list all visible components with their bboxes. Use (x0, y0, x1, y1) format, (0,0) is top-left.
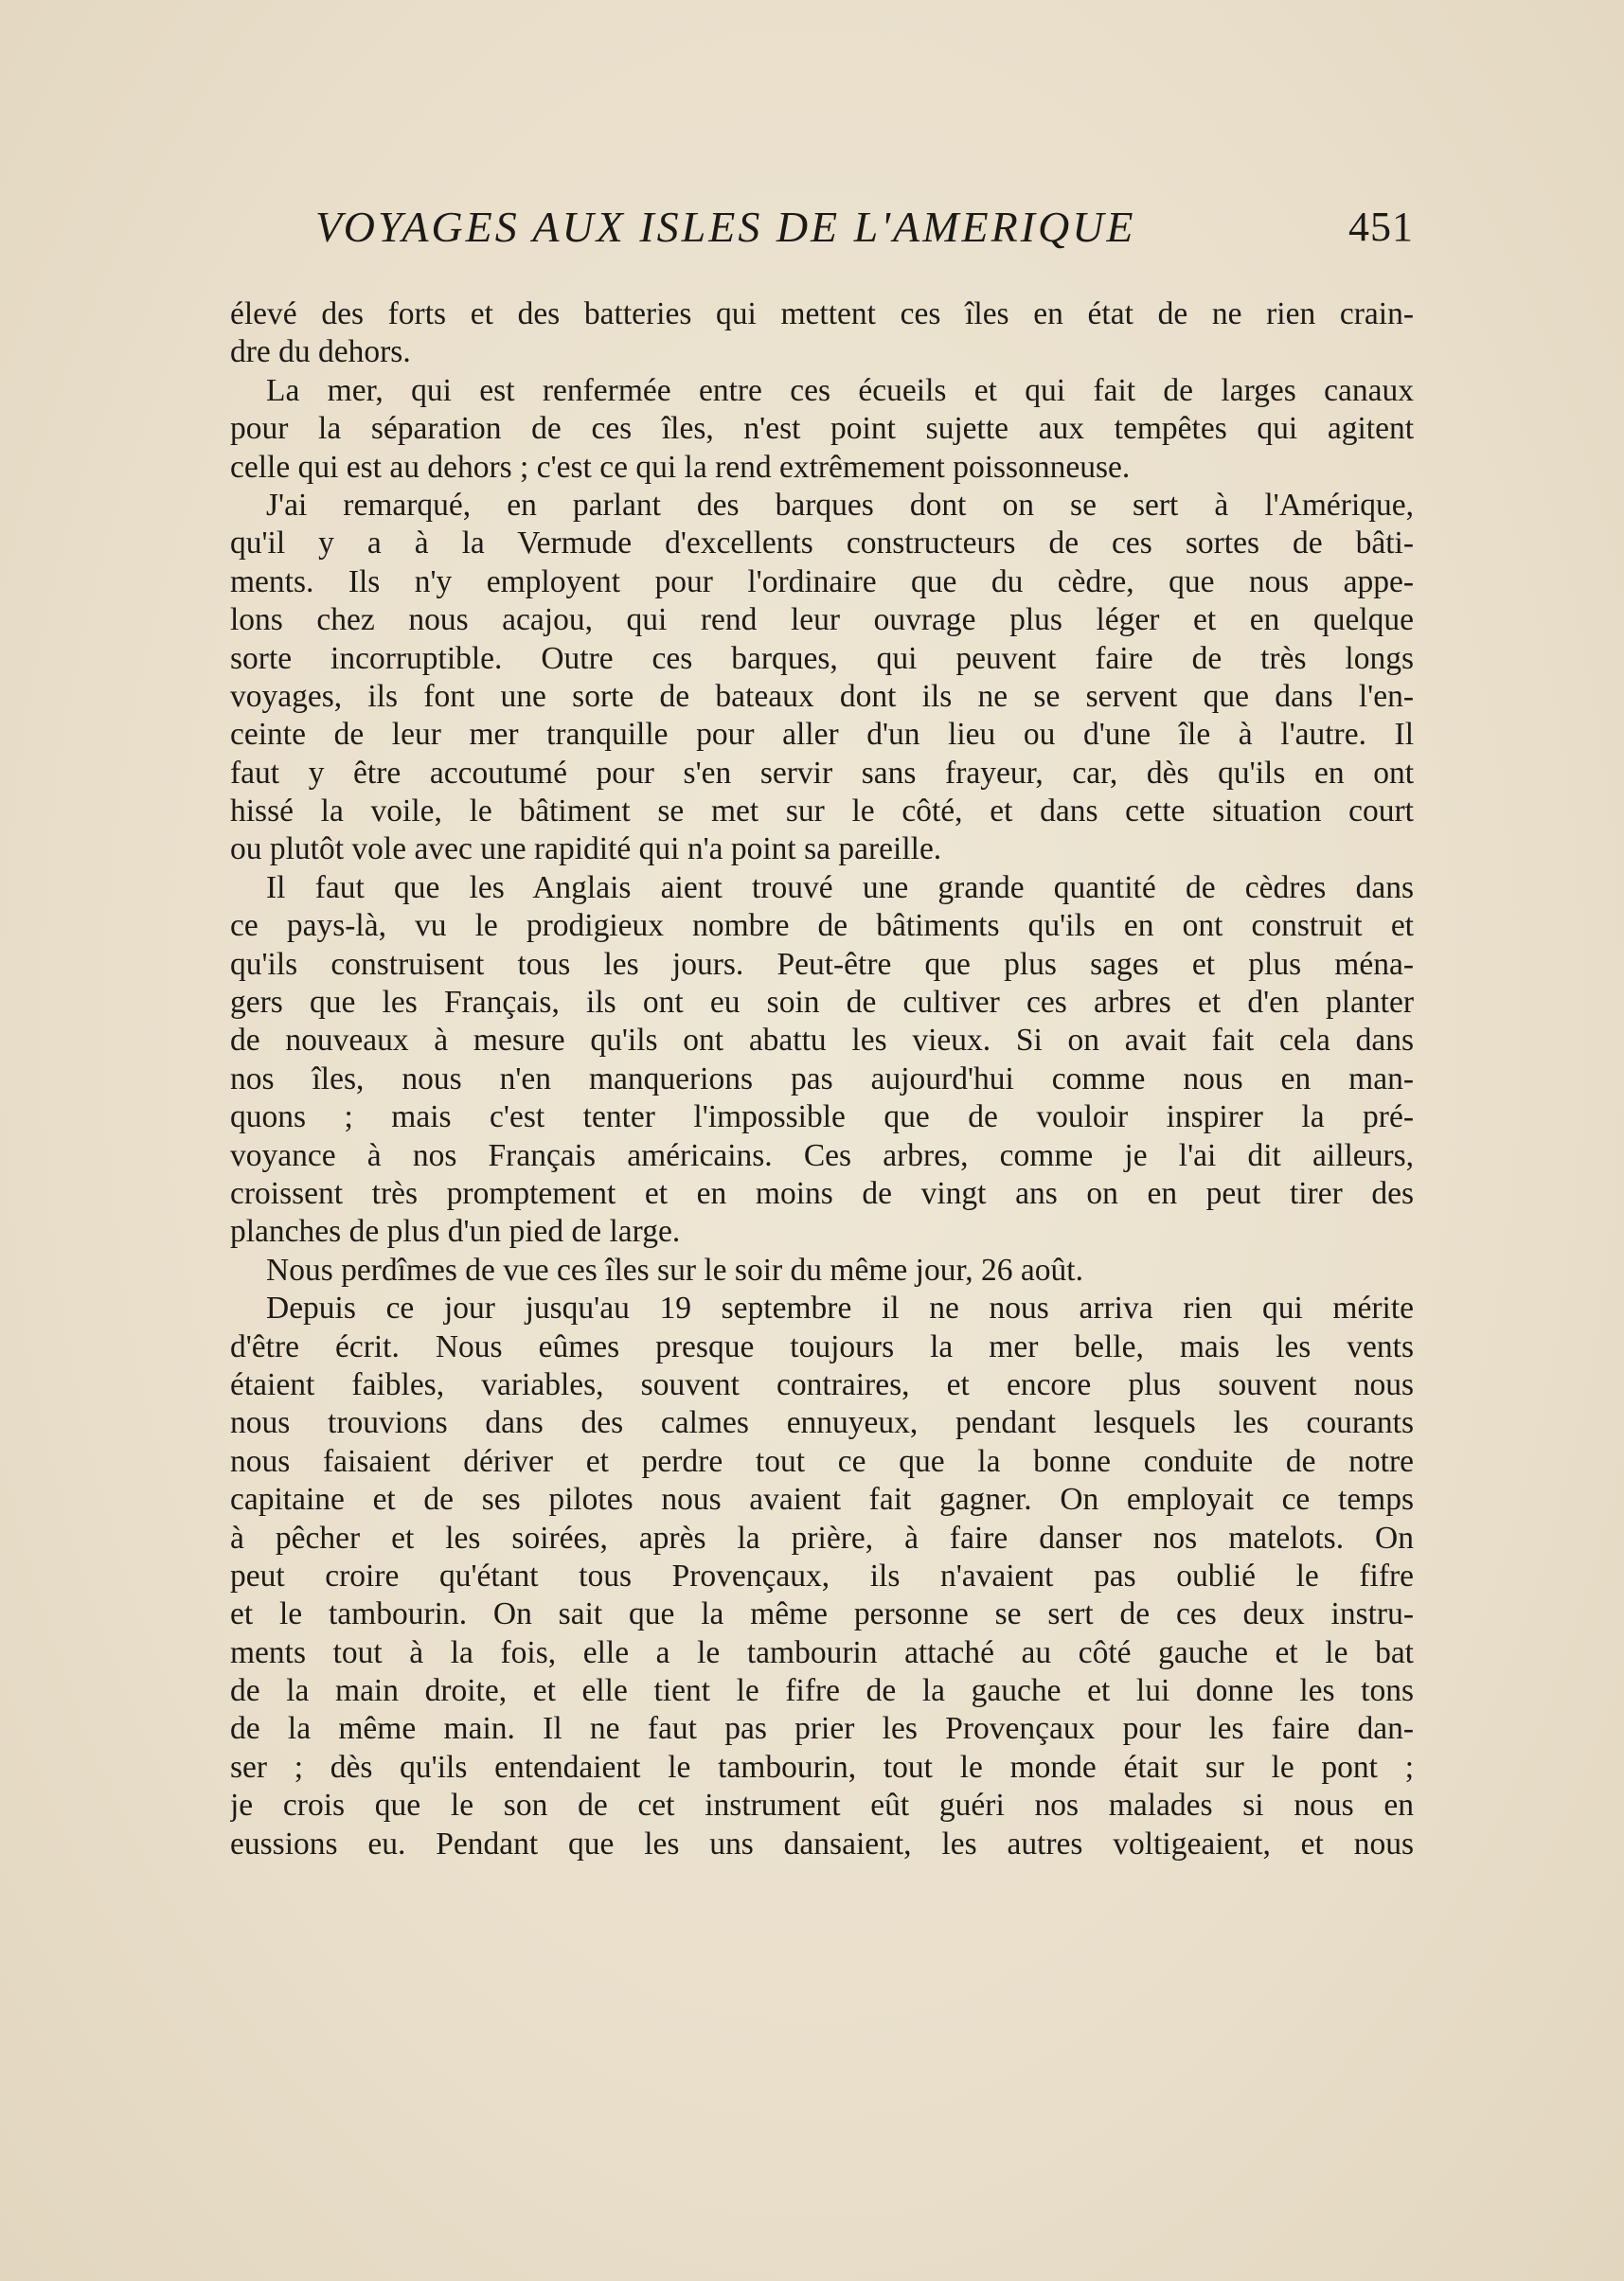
text-line: Nous perdîmes de vue ces îles sur le soir du même jour, 26 août. (266, 1252, 1083, 1288)
text-line: ce pays-là, vu le prodigieux nombre de bâtiments qu'ils en ont construit et (230, 908, 1414, 944)
text-line: et le tambourin. On sait que la même personne se sert de ces deux instru- (230, 1596, 1414, 1632)
text-line: qu'il y a à la Vermude d'excellents constructeurs de ces sortes de bâti- (230, 526, 1414, 561)
text-line: qu'ils construisent tous les jours. Peut-être que plus sages et plus ména- (230, 946, 1414, 982)
text-line: J'ai remarqué, en parlant des barques dont on se sert à l'Amérique, (266, 487, 1414, 523)
text-line: lons chez nous acajou, qui rend leur ouvrage plus léger et en quelque (230, 602, 1414, 638)
text-line: ments tout à la fois, elle a le tambourin attaché au côté gauche et le bat (230, 1634, 1414, 1670)
text-line: faut y être accoutumé pour s'en servir sans frayeur, car, dès qu'ils en ont (230, 755, 1414, 791)
text-line: ments. Ils n'y employent pour l'ordinaire que du cèdre, que nous appe- (230, 563, 1414, 599)
text-line: élevé des forts et des batteries qui mettent ces îles en état de ne rien crain- (230, 296, 1414, 331)
text-line: nous trouvions dans des calmes ennuyeux, pendant lesquels les courants (230, 1405, 1414, 1441)
text-line: nos îles, nous n'en manquerions pas aujourd'hui comme nous en man- (230, 1060, 1414, 1096)
text-line: pour la séparation de ces îles, n'est point sujette aux tempêtes qui agitent (230, 411, 1414, 447)
text-line: capitaine et de ses pilotes nous avaient fait gagner. On employait ce temps (230, 1482, 1414, 1518)
page-header (230, 197, 1414, 258)
text-line: voyance à nos Français américains. Ces arbres, comme je l'ai dit ailleurs, (230, 1137, 1414, 1173)
text-line: gers que les Français, ils ont eu soin de cultiver ces arbres et d'en planter (230, 985, 1414, 1021)
text-line: ceinte de leur mer tranquille pour aller d'un lieu ou d'une île à l'autre. Il (230, 717, 1414, 753)
body-text (230, 295, 1414, 1863)
text-line: ser ; dès qu'ils entendaient le tambourin, tout le monde était sur le pont ; (230, 1749, 1414, 1785)
text-line: La mer, qui est renfermée entre ces écueils et qui fait de larges canaux (266, 372, 1414, 408)
text-line: dre du dehors. (230, 334, 411, 370)
text-line: voyages, ils font une sorte de bateaux dont ils ne se servent que dans l'en- (230, 678, 1414, 714)
text-line: hissé la voile, le bâtiment se met sur le côté, et dans cette situation court (230, 793, 1414, 829)
text-line: eussions eu. Pendant que les uns dansaient, les autres voltigeaient, et nous (230, 1826, 1414, 1862)
text-line: étaient faibles, variables, souvent contraires, et encore plus souvent nous (230, 1366, 1414, 1402)
text-line: peut croire qu'étant tous Provençaux, ils n'avaient pas oublié le fifre (230, 1558, 1414, 1594)
text-line: sorte incorruptible. Outre ces barques, qui peuvent faire de très longs (230, 640, 1414, 676)
text-line: ou plutôt vole avec une rapidité qui n'a point sa pareille. (230, 831, 942, 867)
text-line: je crois que le son de cet instrument eût guéri nos malades si nous en (230, 1788, 1414, 1824)
page-number: 451 (1348, 204, 1414, 250)
running-title: VOYAGES AUX ISLES DE L'AMERIQUE (315, 203, 1136, 251)
text-line: d'être écrit. Nous eûmes presque toujours la mer belle, mais les vents (230, 1328, 1414, 1364)
text-line: de la main droite, et elle tient le fifre de la gauche et lui donne les tons (230, 1673, 1414, 1709)
text-line: croissent très promptement et en moins de vingt ans on en peut tirer des (230, 1175, 1414, 1211)
text-line: celle qui est au dehors ; c'est ce qui la rend extrêmement poissonneuse. (230, 449, 1131, 485)
text-line: quons ; mais c'est tenter l'impossible que de vouloir inspirer la pré- (230, 1099, 1414, 1135)
text-line: Depuis ce jour jusqu'au 19 septembre il ne nous arriva rien qui mérite (266, 1291, 1414, 1327)
text-line: à pêcher et les soirées, après la prière, à faire danser nos matelots. On (230, 1520, 1414, 1556)
text-line: planches de plus d'un pied de large. (230, 1214, 681, 1250)
text-line: de la même main. Il ne faut pas prier les Provençaux pour les faire dan- (230, 1711, 1414, 1747)
text-line: Il faut que les Anglais aient trouvé une grande quantité de cèdres dans (266, 869, 1414, 905)
text-line: de nouveaux à mesure qu'ils ont abattu les vieux. Si on avait fait cela dans (230, 1023, 1414, 1059)
text-line: nous faisaient dériver et perdre tout ce que la bonne conduite de notre (230, 1443, 1414, 1479)
